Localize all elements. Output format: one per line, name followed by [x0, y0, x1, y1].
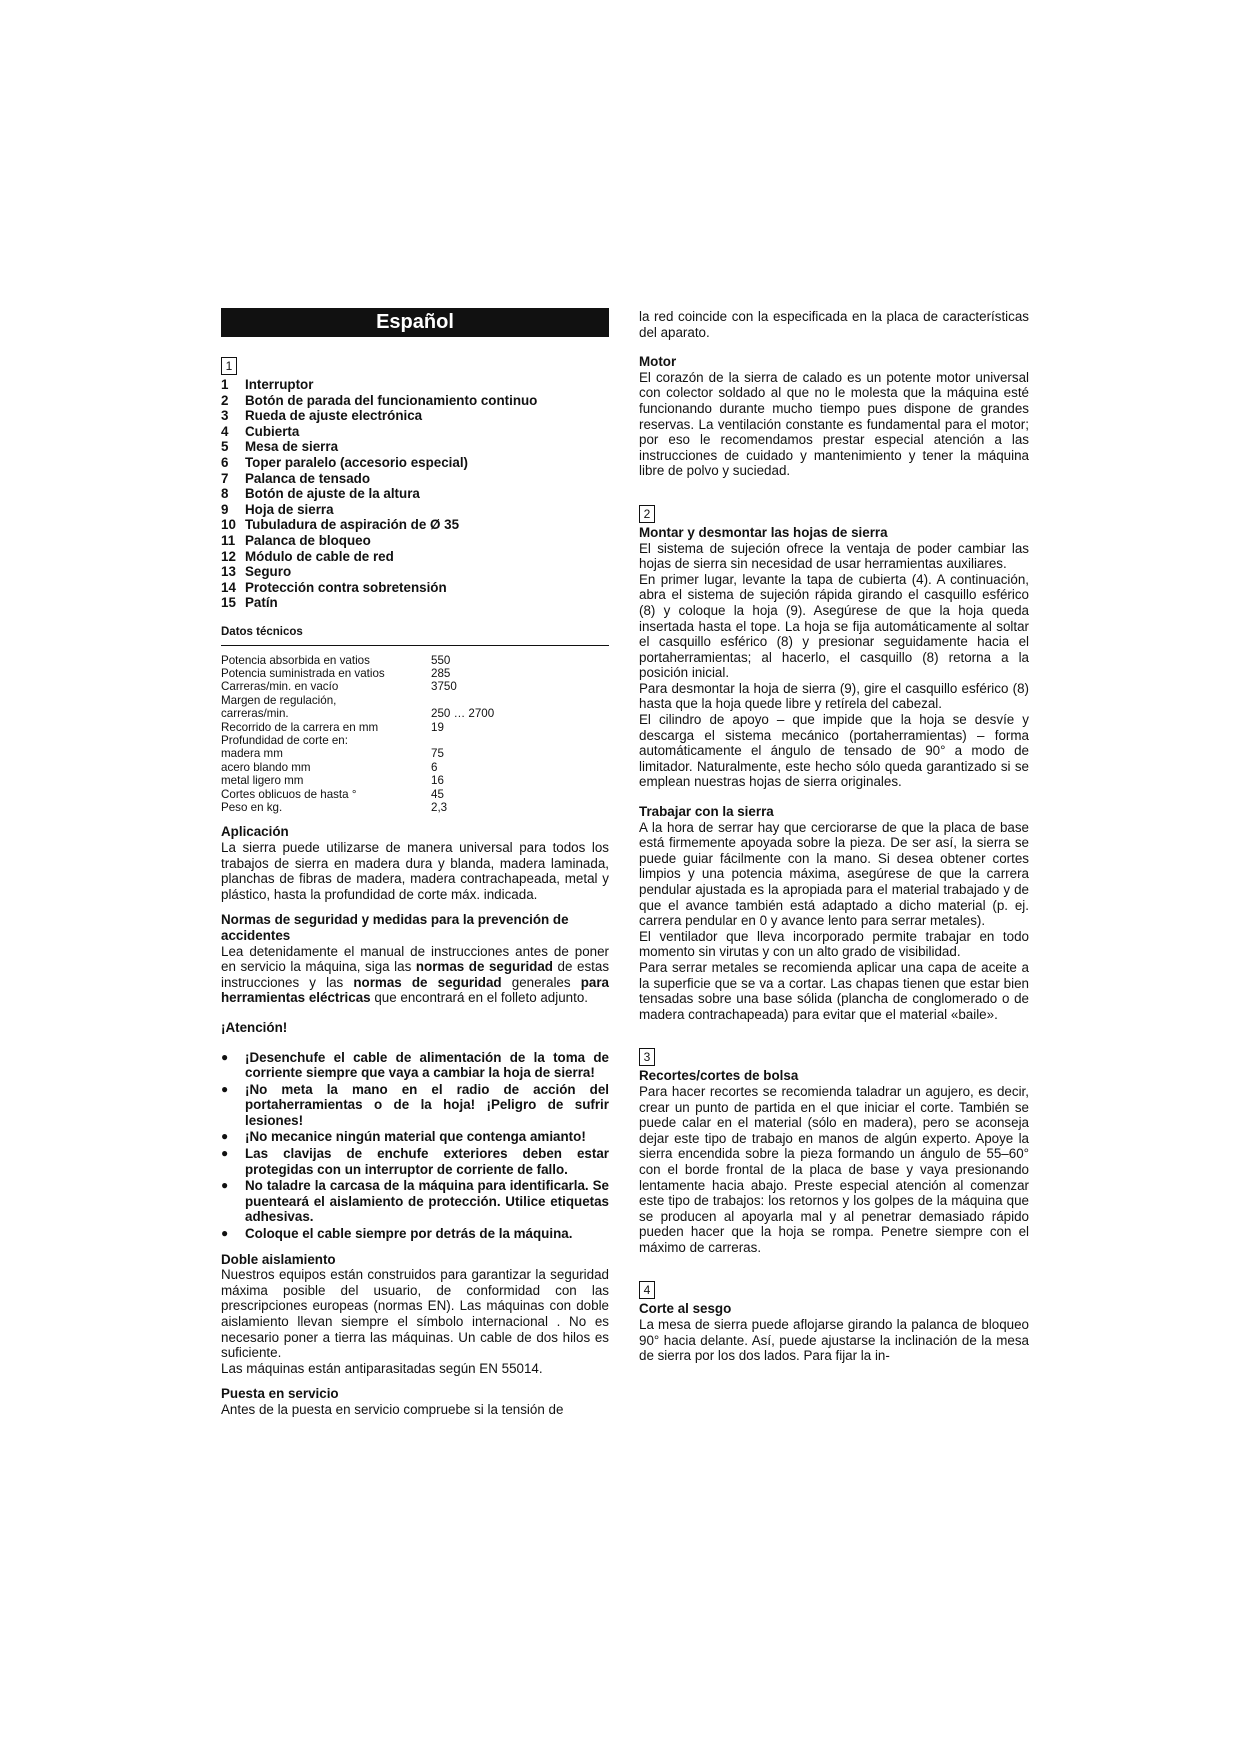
figure-ref-2: 2	[639, 505, 655, 523]
part-item	[221, 471, 609, 487]
recortes-text: Para hacer recortes se recomienda taladrar un agujero, es decir, crear un punto de partida en el que iniciar el corte. También se puede calar en el material (sólo en madera), pero se aconseja dejar este tipo de trabajo en manos de algún experto. Apoye la sierra encendida sobre la pieza formando un ángulo de 55–60° con el borde frontal de la placa de base y vaya presionando lentamente hacia abajo. Preste especial atención al comenzar este tipo de trabajos: los retornos y los golpes de la máquina que se producen al apoyarla mal y al penetrar demasiado rápido pueden hacer que la hoja se rompa. Penetre siempre con el máximo de carreras.	[639, 1083, 1029, 1255]
spec-row	[221, 747, 494, 760]
spec-label: Recorrido de la carrera en mm	[221, 720, 379, 734]
part-label: Mesa de sierra	[245, 439, 339, 455]
part-label: Botón de parada del funcionamiento continuo	[245, 392, 538, 408]
part-item	[221, 595, 609, 611]
spec-value: 2,3	[431, 800, 448, 814]
trabajar-heading: Trabajar con la sierra	[639, 804, 774, 820]
part-label: Módulo de cable de red	[245, 548, 394, 564]
warning-list	[221, 1050, 609, 1242]
paragraph: El ventilador que lleva incorporado permite trabajar en todo momento sin virutas y con un alto grado de visibilidad.	[639, 928, 1029, 960]
spec-value: 250 … 2700	[431, 707, 495, 721]
part-number: 4	[221, 423, 229, 439]
warning-text: Coloque el cable siempre por detrás de la máquina.	[245, 1226, 573, 1242]
paragraph: El sistema de sujeción ofrece la ventaja de poder cambiar las hojas de sierra sin necesidad de usar herramientas auxiliares.	[639, 540, 1029, 572]
spec-row	[221, 761, 494, 774]
aplicacion-heading: Aplicación	[221, 824, 289, 840]
spec-label: Potencia absorbida en vatios	[221, 653, 370, 667]
part-label: Seguro	[245, 564, 292, 580]
spec-value: 6	[431, 760, 438, 774]
normas-text: Lea detenidamente el manual de instrucciones antes de poner en servicio la máquina, siga las normas de seguridad de estas instrucciones y las normas de seguridad generales para herramientas eléctricas que encontrará en el folleto adjunto.	[221, 943, 610, 1006]
part-number: 10	[221, 517, 236, 533]
trabajar-text	[639, 820, 1029, 1023]
figure-ref-3: 3	[639, 1048, 655, 1066]
spec-value	[431, 694, 494, 707]
warning-item	[221, 1129, 609, 1145]
part-number: 14	[221, 579, 236, 595]
left-column	[221, 308, 609, 1418]
part-label: Rueda de ajuste electrónica	[245, 408, 423, 424]
spec-value	[431, 734, 494, 747]
spec-label: Profundidad de corte en:	[221, 733, 348, 747]
sesgo-heading: Corte al sesgo	[639, 1301, 732, 1317]
doble-text-2: Las máquinas están antiparasitadas según EN 55014.	[221, 1360, 543, 1376]
part-item	[221, 564, 609, 580]
part-number: 12	[221, 548, 236, 564]
part-label: Cubierta	[245, 423, 300, 439]
warning-item	[221, 1050, 609, 1081]
motor-text: El corazón de la sierra de calado es un potente motor universal con colector soldado al que no le molesta que la máquina esté funcionando durante mucho tiempo pues dispone de grandes reservas. La ventilación constante es fundamental para el motor; por eso le recomendamos prestar especial atención a las instrucciones de cuidado y mantenimiento y tener la máquina libre de polvo y suciedad.	[639, 369, 1029, 479]
part-number: 6	[221, 454, 229, 470]
spec-label: Peso en kg.	[221, 800, 283, 814]
doble-text: Nuestros equipos están construidos para garantizar la seguridad máxima posible del usuario, de conformidad con las prescripciones europeas (normas EN). Las máquinas con doble aislamiento llevan siempre el símbolo internacional . No es necesario poner a tierra las máquinas. Un cable de dos hilos es suficiente.	[221, 1267, 609, 1361]
warning-item	[221, 1082, 609, 1129]
part-number: 1	[221, 377, 229, 392]
paragraph: El cilindro de apoyo – que impide que la hoja se desvíe y descarga el sistema mecánico (portaherramientas) – forma automáticamente el ángulo de tensado de 90° a modo de limitador. Naturalmente, este hecho sólo queda garantizado si se emplean nuestras hojas de sierra originales.	[639, 712, 1029, 790]
spec-value: 3750	[431, 680, 457, 694]
spec-value: 285	[431, 666, 451, 680]
spec-label: Cortes oblicuos de hasta °	[221, 787, 357, 801]
warning-text: ¡No mecanice ningún material que contenga amianto!	[245, 1129, 586, 1145]
atencion-heading: ¡Atención!	[221, 1019, 288, 1035]
spec-row	[221, 667, 494, 680]
continued-text: la red coincide con la especificada en la placa de características del aparato.	[639, 309, 1029, 340]
bullet-icon: ●	[221, 1049, 229, 1064]
aplicacion-text: La sierra puede utilizarse de manera universal para todos los trabajos de sierra en madera dura y blanda, madera laminada, planchas de fibras de madera, madera contrachapeada, metal y plástico, hasta la profundidad de corte máx. indicada.	[221, 839, 609, 902]
spec-label: Margen de regulación,	[221, 693, 337, 707]
datos-tecnicos-heading: Datos técnicos	[221, 625, 609, 646]
montar-text	[639, 541, 1029, 791]
paragraph: Para serrar metales se recomienda aplicar una capa de aceite a la superficie que se va a cortar. Las chapas tienen que estar bien tensadas sobre una base sólida (plancha de conglomerado o de madera contrachapeada) para evitar que el material «baile».	[639, 959, 1029, 1022]
part-label: Palanca de bloqueo	[245, 532, 371, 548]
part-item	[221, 533, 609, 549]
bullet-icon: ●	[221, 1226, 229, 1241]
part-item	[221, 424, 609, 440]
parts-list	[221, 377, 609, 611]
warning-item	[221, 1178, 609, 1225]
warning-text: ¡Desenchufe el cable de alimentación de la toma de corriente siempre que vaya a cambiar la hoja de sierra!	[245, 1049, 609, 1081]
part-item	[221, 393, 609, 409]
spec-value: 19	[431, 720, 444, 734]
part-item	[221, 580, 609, 596]
spec-value: 75	[431, 747, 444, 761]
warning-item	[221, 1226, 609, 1242]
part-number: 15	[221, 595, 236, 611]
warning-text: ¡No meta la mano en el radio de acción del portaherramientas o de la hoja! ¡Peligro de sufrir lesiones!	[245, 1081, 609, 1128]
bullet-icon: ●	[221, 1081, 229, 1096]
figure-ref-4: 4	[639, 1281, 655, 1299]
spec-label: madera mm	[221, 747, 283, 761]
right-column	[639, 309, 1029, 1364]
spec-row	[221, 694, 494, 707]
part-number: 13	[221, 564, 236, 580]
figure-ref-1: 1	[221, 357, 237, 375]
spec-label: Potencia suministrada en vatios	[221, 666, 385, 680]
motor-heading: Motor	[639, 354, 677, 370]
puesta-text: Antes de la puesta en servicio compruebe si la tensión de	[221, 1401, 564, 1417]
bullet-icon: ●	[221, 1129, 229, 1144]
part-item	[221, 408, 609, 424]
part-item	[221, 455, 609, 471]
spec-row	[221, 734, 494, 747]
spec-label: acero blando mm	[221, 760, 311, 774]
montar-heading: Montar y desmontar las hojas de sierra	[639, 524, 888, 540]
spec-row	[221, 654, 494, 667]
specs-table	[221, 654, 494, 815]
spec-row	[221, 774, 494, 787]
normas-heading: Normas de seguridad y medidas para la prevención de accidentes	[221, 912, 569, 943]
bullet-icon: ●	[221, 1178, 229, 1193]
spec-value: 16	[431, 774, 444, 788]
part-label: Palanca de tensado	[245, 470, 371, 486]
spec-label: Carreras/min. en vacío	[221, 680, 339, 694]
puesta-heading: Puesta en servicio	[221, 1386, 339, 1402]
spec-value: 45	[431, 787, 444, 801]
part-number: 9	[221, 501, 229, 517]
spec-row	[221, 707, 494, 720]
language-banner: Español	[221, 308, 609, 337]
spec-row	[221, 801, 494, 814]
warning-text: No taladre la carcasa de la máquina para identificarla. Se puenteará el aislamiento de protección. Utilice etiquetas adhesivas.	[245, 1178, 609, 1225]
spec-row	[221, 680, 494, 693]
part-label: Interruptor	[245, 377, 314, 392]
part-number: 11	[221, 532, 236, 548]
spec-row	[221, 721, 494, 734]
part-label: Patín	[245, 595, 278, 611]
warning-text: Las clavijas de enchufe exteriores deben estar protegidas con un interruptor de corriente de fallo.	[245, 1146, 609, 1177]
part-item	[221, 517, 609, 533]
part-item	[221, 377, 609, 393]
part-number: 8	[221, 486, 229, 502]
recortes-heading: Recortes/cortes de bolsa	[639, 1068, 799, 1084]
part-item	[221, 549, 609, 565]
part-label: Toper paralelo (accesorio especial)	[245, 454, 469, 470]
paragraph: Para desmontar la hoja de sierra (9), gire el casquillo esférico (8) hasta que la hoja quede libre y retírela del cabezal.	[639, 680, 1029, 712]
part-number: 5	[221, 439, 229, 455]
part-number: 7	[221, 470, 229, 486]
paragraph: A la hora de serrar hay que cerciorarse de que la placa de base está firmemente apoyada sobre la pieza. De ser así, la sierra se puede guiar fácilmente con la mano. Si desea obtener cortes limpios y una potencia máxima, asegúrese de que la carrera pendular ajustada es la apropiada para el material trabajado y de que el avance también está adaptado a dicho material (p. ej. carrera pendular en 0 y avance lento para serrar metales).	[639, 819, 1029, 929]
part-number: 2	[221, 392, 229, 408]
part-item	[221, 439, 609, 455]
part-label: Botón de ajuste de la altura	[245, 486, 420, 502]
part-label: Protección contra sobretensión	[245, 579, 447, 595]
spec-value: 550	[431, 653, 451, 667]
spec-label: carreras/min.	[221, 707, 289, 721]
part-label: Hoja de sierra	[245, 501, 334, 517]
paragraph: En primer lugar, levante la tapa de cubierta (4). A continuación, abra el sistema de sujeción rápida girando el casquillo esférico (8) y coloque la hoja (9). Asegúrese de que la hoja queda insertada hasta el tope. La hoja se fija automáticamente al soltar el casquillo esférico (8) y presionar seguidamente hacia el portaherramientas; al hacerlo, el casquillo (8) retorna a la posición inicial.	[639, 571, 1029, 681]
spec-label: metal ligero mm	[221, 774, 304, 788]
spec-row	[221, 788, 494, 801]
doble-heading: Doble aislamiento	[221, 1251, 336, 1267]
part-item	[221, 502, 609, 518]
warning-item	[221, 1146, 609, 1177]
part-number: 3	[221, 408, 229, 424]
part-item	[221, 486, 609, 502]
sesgo-text: La mesa de sierra puede aflojarse girando la palanca de bloqueo 90° hacia delante. Así, puede ajustarse la inclinación de la mesa de sierra por los dos lados. Para fijar la in-	[639, 1317, 1029, 1364]
part-label: Tubuladura de aspiración de Ø 35	[245, 517, 460, 533]
bullet-icon: ●	[221, 1146, 229, 1161]
